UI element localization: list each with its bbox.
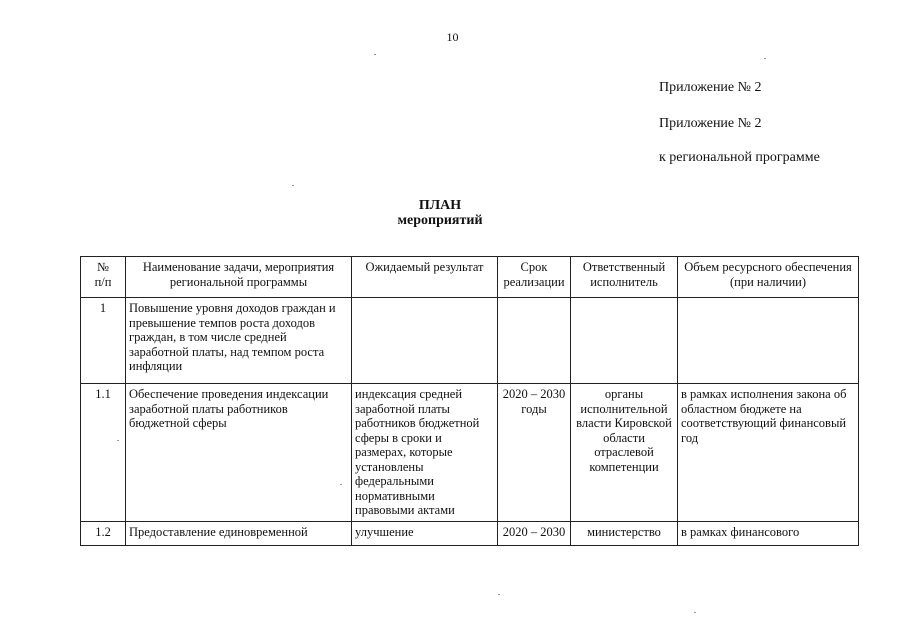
row-result bbox=[352, 298, 498, 384]
table-row bbox=[81, 384, 859, 522]
page-number: 10 bbox=[446, 30, 459, 44]
title-line-plan: ПЛАН bbox=[418, 198, 462, 213]
row-number: 1.2 bbox=[81, 522, 126, 546]
row-term bbox=[498, 298, 571, 384]
row-resources: в рамках финансового bbox=[678, 522, 859, 546]
header-executor: Ответственный исполнитель bbox=[571, 257, 678, 298]
table-row bbox=[81, 298, 859, 384]
row-result: индексация средней заработной платы работников бюджетной сферы в сроки и размерах, которые установлены федеральными нормативными правовыми актами bbox=[352, 384, 498, 522]
annex-label: Приложение № 2 bbox=[659, 80, 762, 95]
scan-speck bbox=[694, 612, 696, 613]
row-executor bbox=[571, 298, 678, 384]
header-result: Ожидаемый результат bbox=[352, 257, 498, 298]
scan-speck bbox=[340, 484, 342, 485]
row-number: 1.1 bbox=[81, 384, 126, 522]
scan-speck bbox=[498, 594, 500, 595]
row-executor: министерство bbox=[571, 522, 678, 546]
table-row bbox=[81, 522, 859, 546]
scan-speck bbox=[764, 58, 766, 59]
row-executor: органы исполнительной власти Кировской области отраслевой компетенции bbox=[571, 384, 678, 522]
row-number: 1 bbox=[81, 298, 126, 384]
table-header-row bbox=[81, 257, 859, 298]
row-name: Повышение уровня доходов граждан и превышение темпов роста доходов граждан, в том числе средней заработной платы, над темпом роста инфляции bbox=[126, 298, 352, 384]
header-name: Наименование задачи, мероприятия региональной программы bbox=[126, 257, 352, 298]
row-term: 2020 – 2030 bbox=[498, 522, 571, 546]
header-number: № п/п bbox=[81, 257, 126, 298]
row-resources bbox=[678, 298, 859, 384]
row-name: Обеспечение проведения индексации заработной платы работников бюджетной сферы bbox=[126, 384, 352, 522]
document-title bbox=[0, 198, 880, 228]
scan-speck bbox=[117, 440, 119, 441]
row-term: 2020 – 2030 годы bbox=[498, 384, 571, 522]
header-resources: Объем ресурсного обеспечения (при наличии) bbox=[678, 257, 859, 298]
row-result: улучшение bbox=[352, 522, 498, 546]
header-term: Срок реализации bbox=[498, 257, 571, 298]
annex-label-repeat: Приложение № 2 bbox=[659, 116, 762, 131]
annex-reference: к региональной программе bbox=[659, 150, 820, 165]
scan-speck bbox=[374, 54, 376, 55]
plan-table bbox=[80, 256, 859, 546]
row-resources: в рамках исполнения закона об областном бюджете на соответствующий финансовый год bbox=[678, 384, 859, 522]
row-name: Предоставление единовременной bbox=[126, 522, 352, 546]
scan-speck bbox=[292, 185, 294, 186]
title-line-events: мероприятий bbox=[397, 213, 483, 228]
